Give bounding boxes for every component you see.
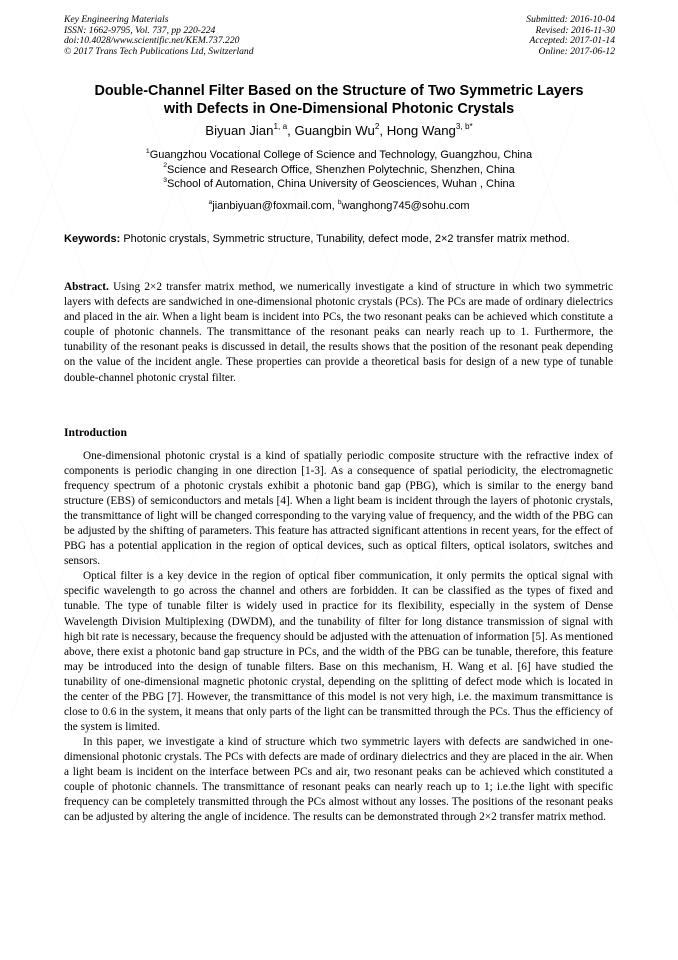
affiliation-text: School of Automation, China University of Geosciences, Wuhan , China [167,178,515,191]
introduction-body [64,449,613,825]
email-address[interactable]: wanghong745@sohu.com [341,200,470,212]
journal-copyright: © 2017 Trans Tech Publications Ltd, Switzerland [64,45,254,57]
email-mark: a [208,198,213,206]
author-name: Biyuan Jian [205,123,274,138]
publication-dates [526,15,615,57]
affiliation-item [52,148,626,163]
abstract-text: Using 2×2 transfer matrix method, we numerically investigate a kind of structure in which two symmetric layers with defects are sandwiched in one-dimensional photonic crystals (PCs). The PCs are made of ordinary dielectrics and placed in the air. When a light beam is incident into PCs, the two resonant peaks can be achieved which constitute a couple of photonic channels. The transmittance of the resonant peaks can nearly reach up to 1. Furthermore, the tunability of the resonant peaks is discussed in detail, the results shows that the position of the resonant peak depending on the value of the incident angle. These properties can provide a theoretical basis for design of a new type of tunable double-channel photonic crystal filter. [64,281,613,384]
date-revised: Revised: 2016-11-30 [535,24,615,36]
journal-name: Key Engineering Materials [64,14,169,25]
affiliation-list [52,148,626,192]
keywords-text: Photonic crystals, Symmetric structure, Tunability, defect mode, 2×2 transfer matrix method. [123,233,570,245]
title-line-1: Double-Channel Filter Based on the Structure of Two Symmetric Layers [94,83,584,99]
date-submitted: Submitted: 2016-10-04 [526,14,615,25]
date-accepted: Accepted: 2017-01-14 [529,35,615,47]
affiliation-item [52,163,626,178]
email-list [52,199,626,213]
author-name: Guangbin Wu [294,123,375,138]
author-list [52,123,626,139]
keywords-label: Keywords: [64,233,121,245]
author-affiliation-mark: 1, a [273,121,288,131]
author-separator: , [287,123,295,138]
title-line-2: with Defects in One-Dimensional Photonic Crystals [163,101,515,117]
abstract-label: Abstract. [64,281,109,293]
paper-title [52,82,626,118]
affiliation-item [52,177,626,192]
date-online: Online: 2017-06-12 [538,45,615,57]
author-affiliation-mark: 3, b* [455,121,473,131]
email-separator: , [331,200,338,212]
author-separator: , [379,123,387,138]
affiliation-number: 2 [163,162,168,170]
email-address[interactable]: jianbiyuan@foxmail.com [212,200,332,212]
affiliation-number: 3 [163,176,168,184]
abstract-block [64,280,613,386]
body-paragraph: In this paper, we investigate a kind of structure which two symmetric layers with defects are sandwiched in one-dimensional photonic crystals. The PCs with defects are made of ordinary dielectrics and they are placed in the air. When a light beam is incident on the interface between PCs and air, two resonant peaks can be achieved which constituted a couple of photonic channels. The transmittance of resonant peaks can nearly reach up to 1; i.e.the light with specific frequency can be completely transmitted through the PCs almost without any losses. The positions of the resonant peaks can be adjusted by altering the angle of incidence. The results can be demonstrated through 2×2 transfer matrix method. [64,735,613,824]
author-affiliation-mark: 2 [374,121,380,131]
journal-doi: doi:10.4028/www.scientific.net/KEM.737.220 [64,35,240,47]
body-paragraph: One-dimensional photonic crystal is a kind of spatially periodic composite structure with the refractive index of components is periodic changing in one direction [1-3]. As a consequence of spatial periodicity, the electromagnetic frequency spectrum of a photonic crystals exhibit a photonic band gap (PBG), which is similar to the energy band structure (EBS) of semiconductors and metals [4]. When a light beam is incident through the layers of photonic crystals, the transmittance of light will be changed corresponding to the varying value of frequency, and the width of the PBG can be adjusted by the shifting of parameters. This feature has attracted significant attentions in recent years, for the effect of PBG has a potential application in the region of optical devices, such as optical filters, optical isolators, switches and sensors. [64,450,613,568]
watermark-stroke [640,520,678,718]
journal-issn: ISSN: 1662-9795, Vol. 737, pp 220-224 [64,24,216,36]
watermark-stroke [640,100,678,298]
affiliation-text: Science and Research Office, Shenzhen Polytechnic, Shenzhen, China [167,163,515,176]
affiliation-number: 1 [145,147,150,155]
author-name: Hong Wang [386,123,456,138]
affiliation-text: Guangzhou Vocational College of Science and Technology, Guangzhou, China [149,149,533,161]
email-mark: b [337,198,342,206]
section-heading-introduction: Introduction [64,426,127,439]
keywords-block [64,233,613,247]
body-paragraph: Optical filter is a key device in the region of optical fiber communication, it only permits the optical signal with specific wavelength to go across the channel and others are forbidden. It can be classified as the types of fixed and tunable. The type of tunable filter is widely used in practice for its flexibility, especially in the system of Dense Wavelength Division Multiplexing (DWDM), and the tunability of filter for long distance transmission of signal with high bit rate is necessary, because the frequency should be adjusted with the attenuation of information [5]. As mentioned above, there exist a photonic band gap structure in PCs, and the width of the PBG can be tunable, therefore, this feature may be introduced into the design of tunable filters. Base on this mechanism, H. Wang et al. [6] have studied the tunability of one-dimensional magnetic photonic crystal, depending on the splitting of defect mode which is located in the center of the PBG [7]. However, the transmittance of this model is not very high, i.e. the maximum transmittance is close to 0.6 in the system, it means that only parts of the light can be transmitted through the PCs. Thus the efficiency of the system is limited. [64,570,613,733]
journal-info [64,15,254,57]
